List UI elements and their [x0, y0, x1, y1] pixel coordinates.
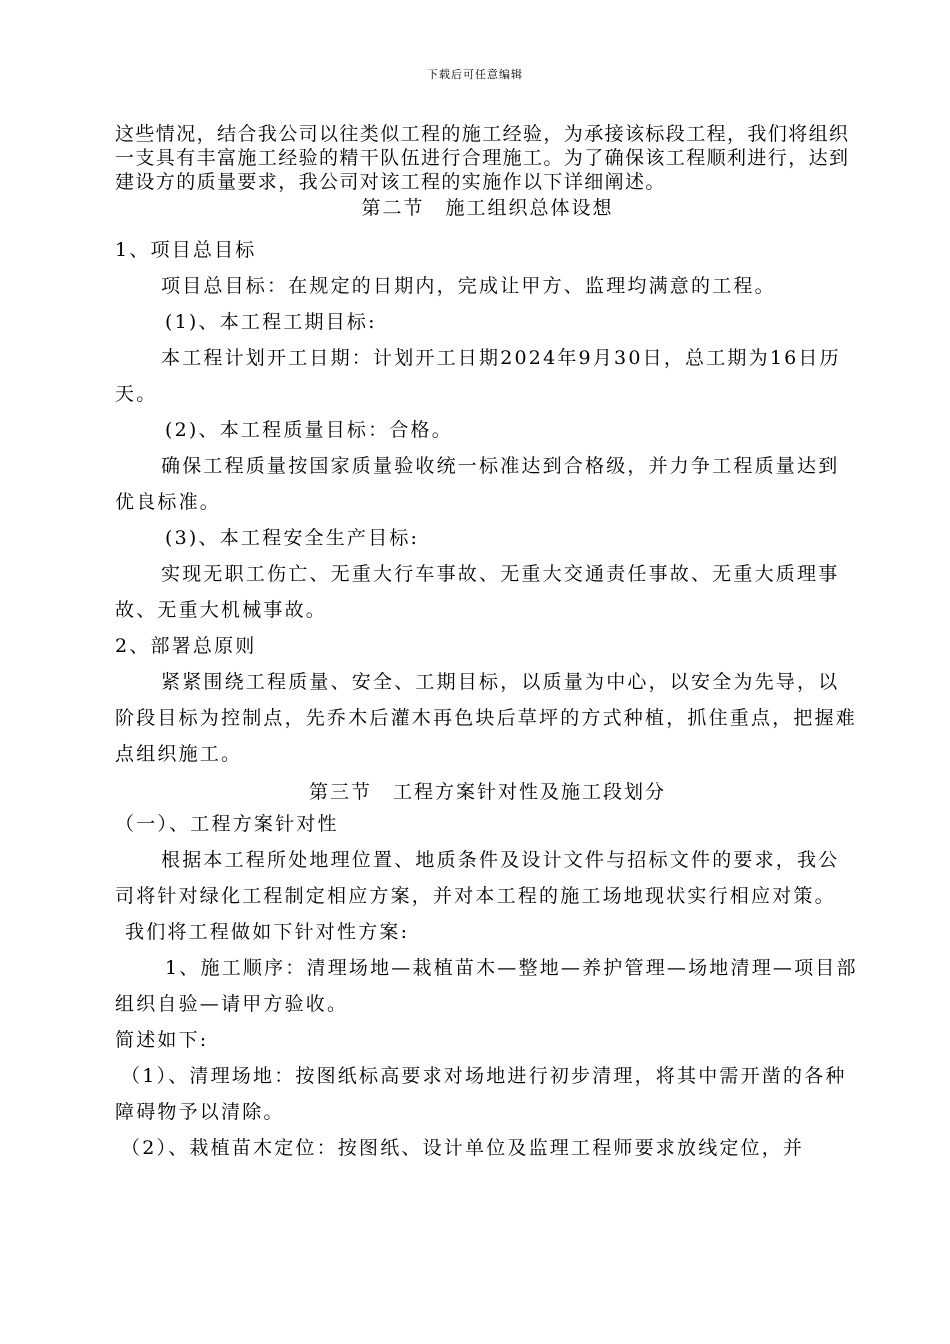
section-2-heading-1: 1、项目总目标 [115, 239, 257, 261]
document-body [115, 122, 860, 1166]
section-3-title: 第三节 工程方案针对性及施工段划分 [308, 781, 666, 803]
section-3-paragraph-5: （1）、清理场地：按图纸标高要求对场地进行初步清理，将其中需开凿的各种障碍物予以清除。 [115, 1065, 847, 1123]
section-2-title: 第二节 施工组织总体设想 [361, 197, 614, 219]
section-2-paragraph-3: 确保工程质量按国家质量验收统一标准达到合格级，并力争工程质量达到优良标准。 [115, 455, 840, 513]
section-3-paragraph-2: 我们将工程做如下针对性方案: [125, 921, 410, 943]
section-2-paragraph-5: 紧紧围绕工程质量、安全、工期目标，以质量为中心，以安全为先导，以阶段目标为控制点，先乔木后灌木再色块后草坪的方式种植，抓住重点，把握难点组织施工。 [115, 671, 858, 765]
section-3-paragraph-4: 简述如下: [115, 1029, 209, 1051]
section-2-heading-2: 2、部署总原则 [115, 635, 257, 657]
section-2-paragraph-2: 本工程计划开工日期：计划开工日期2024年9月30日，总工期为16日历天。 [115, 347, 841, 405]
section-2-subheading-1: (1)、本工程工期目标: [165, 311, 377, 333]
section-3-heading-1: （一）、工程方案针对性 [115, 813, 339, 835]
section-3-paragraph-3: 1、施工顺序：清理场地—栽植苗木—整地—养护管理—场地清理—项目部组织自验—请甲方验收。 [115, 957, 858, 1015]
page-header-note: 下载后可任意编辑 [427, 68, 523, 81]
section-2-paragraph-1: 项目总目标：在规定的日期内，完成让甲方、监理均满意的工程。 [161, 275, 776, 297]
intro-paragraph: 这些情况，结合我公司以往类似工程的施工经验，为承接该标段工程，我们将组织一支具有丰富施工经验的精干队伍进行合理施工。为了确保该工程顺利进行，达到建设方的质量要求，我公司对该工程的实施作以下详细阐述。 [115, 123, 850, 193]
section-2-subheading-3: (3)、本工程安全生产目标: [165, 527, 420, 549]
section-2-paragraph-4: 实现无职工伤亡、无重大行车事故、无重大交通责任事故、无重大质理事故、无重大机械事故。 [115, 563, 840, 621]
section-2-subheading-2: (2)、本工程质量目标：合格。 [165, 419, 453, 441]
section-3-paragraph-1: 根据本工程所处地理位置、地质条件及设计文件与招标文件的要求，我公司将针对绿化工程制定相应方案，并对本工程的施工场地现状实行相应对策。 [115, 849, 840, 907]
section-3-paragraph-6: （2）、栽植苗木定位：按图纸、设计单位及监理工程师要求放线定位，并 [121, 1137, 805, 1159]
